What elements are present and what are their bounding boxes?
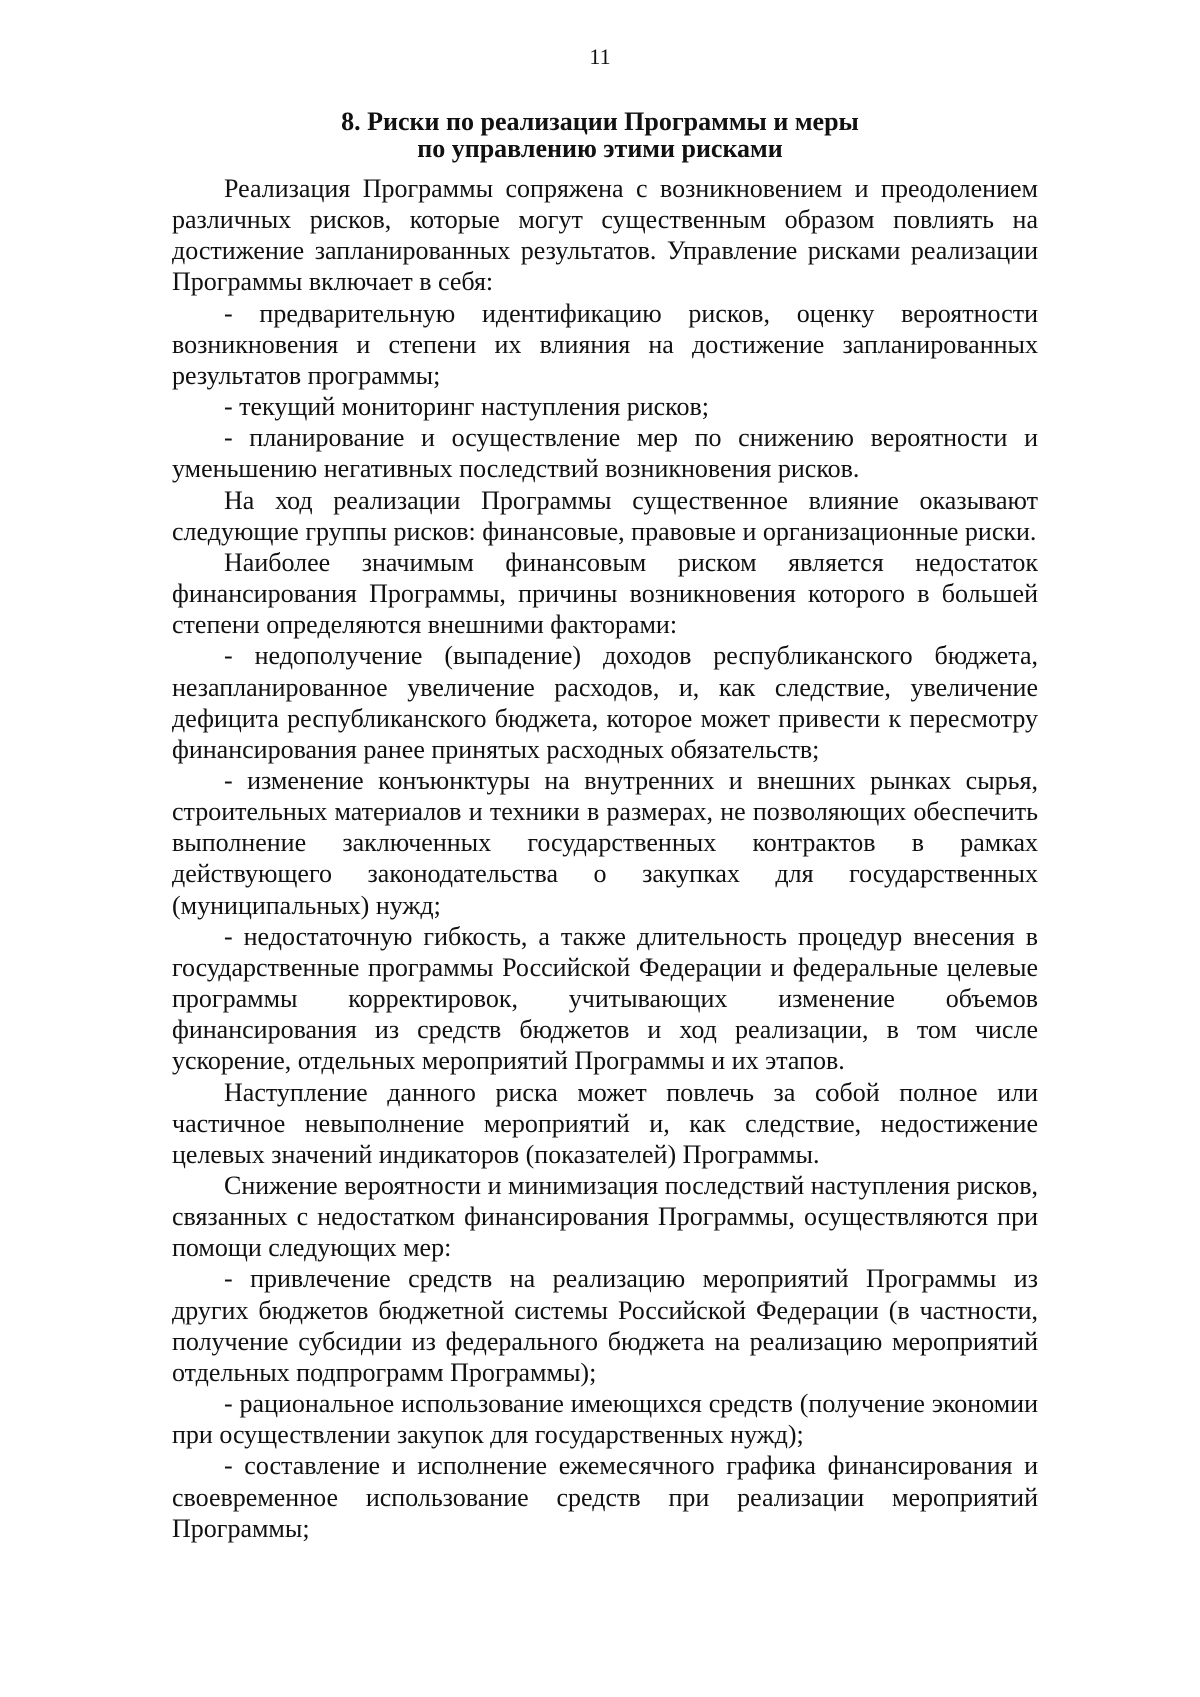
list-item-insufficient-flexibility: - недостаточную гибкость, а также длительность процедур внесения в государственные программы Российской Федерации и федеральные целевые программы корректировок, учитывающих изменение объемов финансирования из средств бюджетов и ход реализации, в том числе ускорение, отдельных мероприятий Программы и их этапов.: [172, 921, 1038, 1076]
list-item-risk-monitoring: - текущий мониторинг наступления рисков;: [224, 392, 709, 422]
page-number: 11: [589, 44, 611, 69]
section-heading-line-1: 8. Риски по реализации Программы и меры: [341, 107, 859, 136]
section-heading: [160, 108, 1040, 162]
document-body: [172, 173, 1038, 1544]
paragraph-intro: Реализация Программы сопряжена с возникновением и преодолением различных рисков, которые могут существенным образом повлиять на достижение запланированных результатов. Управление рисками реализации Программы включает в себя:: [172, 174, 1038, 297]
paragraph-mitigation-measures: Снижение вероятности и минимизация последствий наступления рисков, связанных с недостатком финансирования Программы, осуществляются при помощи следующих мер:: [172, 1171, 1038, 1263]
list-item-budget-shortfall: - недополучение (выпадение) доходов республиканского бюджета, незапланированное увеличение расходов, и, как следствие, увеличение дефицита республиканского бюджета, которое может привести к пересмотру финансирования ранее принятых расходных обязательств;: [172, 641, 1038, 764]
list-item-attract-funds: - привлечение средств на реализацию мероприятий Программы из других бюджетов бюджетной системы Российской Федерации (в частности, получение субсидии из федерального бюджета на реализацию мероприятий отдельных подпрограмм Программы);: [172, 1264, 1038, 1387]
list-item-monthly-schedule: - составление и исполнение ежемесячного графика финансирования и своевременное использование средств при реализации мероприятий Программы;: [172, 1451, 1038, 1543]
list-item-risk-mitigation-planning: - планирование и осуществление мер по снижению вероятности и уменьшению негативных последствий возникновения рисков.: [172, 423, 1038, 484]
paragraph-risk-consequences: Наступление данного риска может повлечь за собой полное или частичное невыполнение мероприятий и, как следствие, недостижение целевых значений индикаторов (показателей) Программы.: [172, 1077, 1038, 1169]
paragraph-risk-groups: На ход реализации Программы существенное влияние оказывают следующие группы рисков: финансовые, правовые и организационные риски.: [172, 485, 1038, 546]
paragraph-financial-risk: Наиболее значимым финансовым риском является недостаток финансирования Программы, причины возникновения которого в большей степени определяются внешними факторами:: [172, 547, 1038, 640]
section-heading-line-2: по управлению этими рисками: [417, 134, 783, 163]
list-item-risk-identification: - предварительную идентификацию рисков, оценку вероятности возникновения и степени их влияния на достижение запланированных результатов программы;: [172, 298, 1038, 390]
list-item-rational-use: - рациональное использование имеющихся средств (получение экономии при осуществлении закупок для государственных нужд);: [172, 1389, 1038, 1450]
list-item-market-conditions: - изменение конъюнктуры на внутренних и внешних рынках сырья, строительных материалов и техники в размерах, не позволяющих обеспечить выполнение заключенных государственных контрактов в рамках действующего законодательства о закупках для государственных (муниципальных) нужд;: [172, 765, 1038, 920]
